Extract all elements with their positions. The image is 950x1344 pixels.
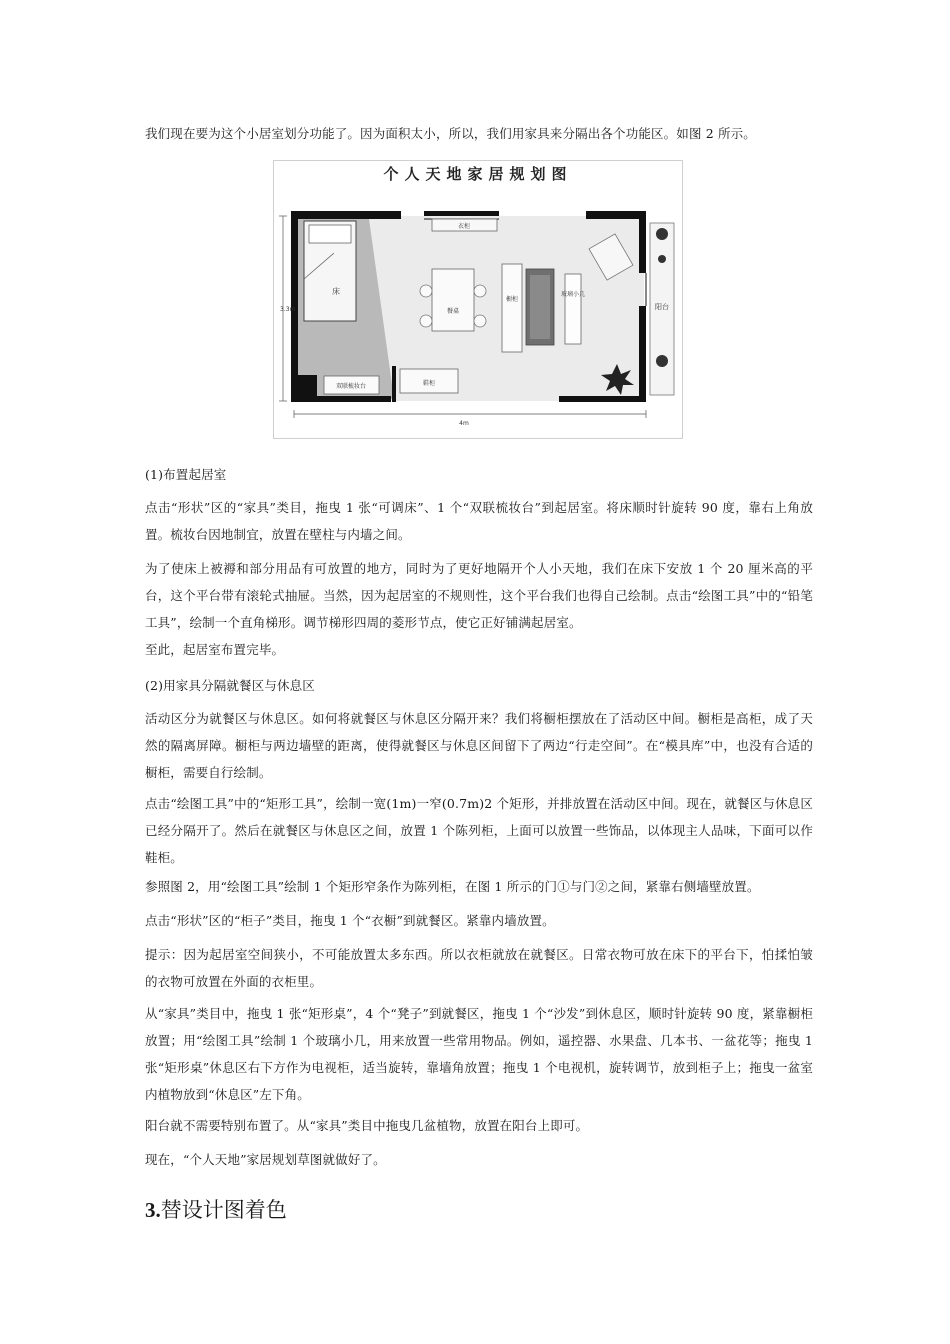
bed-label: 床 xyxy=(332,287,340,296)
dim-vertical-label: 3.3m xyxy=(280,306,296,313)
section1-heading: (1)布置起居室 xyxy=(145,467,227,482)
dining-label: 餐桌 xyxy=(446,308,460,315)
section1-paragraph-2: 为了使床上被褥和部分用品有可放置的地方，同时为了更好地隔开个人小天地，我们在床下安放 1 个 20 厘米高的平台，这个平台带有滚轮式抽屉。当然，因为起居室的不规则性，这个平台我们也得自己绘制。点击“绘图工具”中的“铅笔工具”，绘制一个直角梯形。调节梯形四周的菱形节点，使它正好铺满起居室。 xyxy=(145,561,813,630)
section2-heading: (2)用家具分隔就餐区与休息区 xyxy=(145,678,315,693)
floor-plan-title: 个人天地家居规划图 xyxy=(383,165,573,183)
cabinet-label: 橱柜 xyxy=(505,296,519,303)
floor-plan-figure xyxy=(273,160,683,439)
dim-horizontal-label: 4m xyxy=(459,420,469,427)
floor-plan-svg xyxy=(274,161,682,438)
section2-paragraph-1: 活动区分为就餐区与休息区。如何将就餐区与休息区分隔开来？我们将橱柜摆放在了活动区中间。橱柜是高柜，成了天然的隔离屏障。橱柜与两边墙壁的距离，使得就餐区与休息区间留下了两边“行走空间”。在“模具库”中，也没有合适的橱柜，需要自行绘制。 xyxy=(145,711,813,780)
section2-paragraph-8: 现在，“个人天地”家居规划草图就做好了。 xyxy=(145,1152,386,1167)
glass-table-label: 玻璃小几 xyxy=(560,291,586,298)
dresser-label: 双联梳妆台 xyxy=(335,383,367,390)
sofa-cushion xyxy=(530,275,550,339)
glass-table xyxy=(565,274,581,344)
section2-paragraph-3: 参照图 2，用“绘图工具”绘制 1 个矩形窄条作为陈列柜，在图 1 所示的门①与门②之间，紧靠右侧墙壁放置。 xyxy=(145,879,760,894)
section3-title: 替设计图着色 xyxy=(160,1198,287,1222)
shoe-cabinet-label: 鞋柜 xyxy=(422,380,436,387)
section3-number: 3. xyxy=(145,1198,161,1222)
section1-paragraph-1: 点击“形状”区的“家具”类目，拖曳 1 张“可调床”、1 个“双联梳妆台”到起居室。将床顺时针旋转 90 度，靠右上角放置。梳妆台因地制宜，放置在壁柱与内墙之间。 xyxy=(145,500,813,542)
section3-heading xyxy=(145,1194,287,1224)
intro-paragraph: 我们现在要为这个小居室划分功能了。因为面积太小，所以，我们用家具来分隔出各个功能区。如图 2 所示。 xyxy=(145,126,756,141)
dining-table xyxy=(432,269,474,331)
section2-paragraph-6: 从“家具”类目中，拖曳 1 张“矩形桌”，4 个“凳子”到就餐区，拖曳 1 个“沙发”到休息区，顺时针旋转 90 度，紧靠橱柜放置；用“绘图工具”绘制 1 个玻璃小几，用来放置一些常用物品。例如，遥控器、水果盘、几本书、一盆花等；拖曳 1 张“矩形桌”休息区右下方作为电视柜，适当旋转，靠墙角放置；拖曳 1 个电视机，旋转调节，放到柜子上；拖曳一盆室内植物放到“休息区”左下角。 xyxy=(145,1006,813,1102)
section2-paragraph-5: 提示：因为起居室空间狭小，不可能放置太多东西。所以衣柜就放在就餐区。日常衣物可放在床下的平台下，怕揉怕皱的衣物可放置在外面的衣柜里。 xyxy=(145,947,813,989)
bed-pillow xyxy=(309,225,351,243)
balcony-label: 阳台 xyxy=(655,303,669,311)
section1-paragraph-3: 至此，起居室布置完毕。 xyxy=(145,642,285,657)
section2-paragraph-7: 阳台就不需要特别布置了。从“家具”类目中拖曳几盆植物，放置在阳台上即可。 xyxy=(145,1118,589,1133)
section2-paragraph-4: 点击“形状”区的“柜子”类目，拖曳 1 个“衣橱”到就餐区。紧靠内墙放置。 xyxy=(145,913,555,928)
section2-paragraph-2: 点击“绘图工具”中的“矩形工具”，绘制一宽(1m)一窄(0.7m)2 个矩形，并排放置在活动区中间。现在，就餐区与休息区已经分隔开了。然后在就餐区与休息区之间，放置 1 个陈列柜，上面可以放置一些饰品，以体现主人品味，下面可以作鞋柜。 xyxy=(145,796,813,865)
cabinet xyxy=(502,264,522,352)
wardrobe-label: 衣柜 xyxy=(457,223,471,230)
